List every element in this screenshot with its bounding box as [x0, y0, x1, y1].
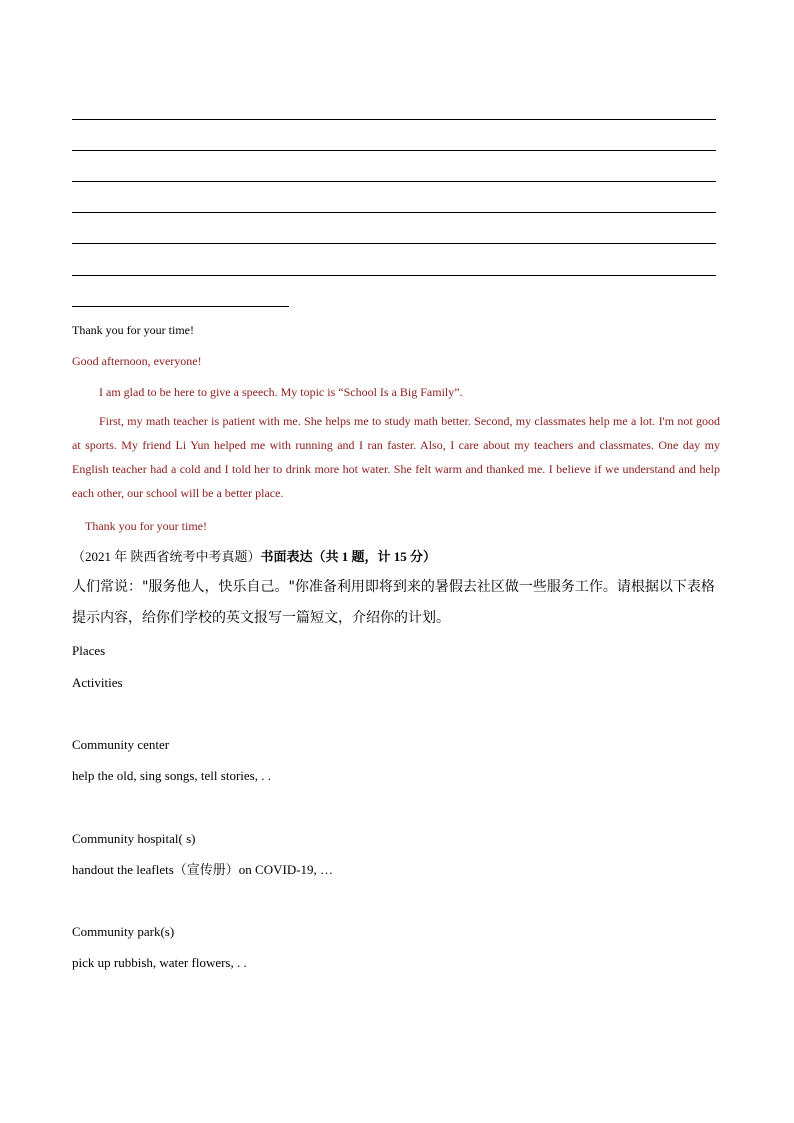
- table-row-place: Community park(s): [72, 924, 175, 939]
- answer-line: [72, 243, 716, 244]
- question-title: 书面表达（共 1 题，计 15 分）: [260, 549, 437, 564]
- table-row-activities: handout the leaflets（宣传册）on COVID-19, …: [72, 862, 334, 877]
- answer-line: [72, 181, 716, 182]
- table-row-place: Community hospital( s): [72, 831, 196, 846]
- essay-closing: Thank you for your time!: [85, 519, 207, 533]
- answer-line: [72, 150, 716, 151]
- table-row-place: Community center: [72, 737, 170, 752]
- essay-paragraph-2: First, my math teacher is patient with me. She helps me to study math better. Second, my classmates help me a lot. I'm not good at sports. My friend Li Yun helped me with running and I ran faster. Also, I care about my teachers and classmates. One day my English teacher had a cold and I told her to drink more hot water. She felt warm and thanked me. I believe if we understand and help each other, our school will be a better place.: [72, 414, 720, 500]
- table-row-activities: pick up rubbish, water flowers, . .: [72, 955, 247, 970]
- table-header-activities: Activities: [72, 675, 123, 690]
- question-heading: [72, 548, 436, 566]
- answer-line: [72, 306, 289, 307]
- answer-line: [72, 212, 716, 213]
- table-header-places: Places: [72, 643, 106, 658]
- previous-closing: Thank you for your time!: [72, 323, 194, 337]
- essay-paragraph-1: I am glad to be here to give a speech. My topic is “School Is a Big Family”.: [99, 385, 463, 399]
- answer-line: [72, 119, 716, 120]
- table-row-activities: help the old, sing songs, tell stories, . .: [72, 768, 271, 783]
- question-prompt: 人们常说："服务他人，快乐自己。"你准备利用即将到来的暑假去社区做一些服务工作。请根据以下表格提示内容，给你们学校的英文报写一篇短文，介绍你的计划。: [72, 579, 715, 626]
- question-source: （2021 年 陕西省统考中考真题）: [72, 549, 261, 564]
- essay-greeting: Good afternoon, everyone!: [72, 354, 202, 368]
- answer-line: [72, 275, 716, 276]
